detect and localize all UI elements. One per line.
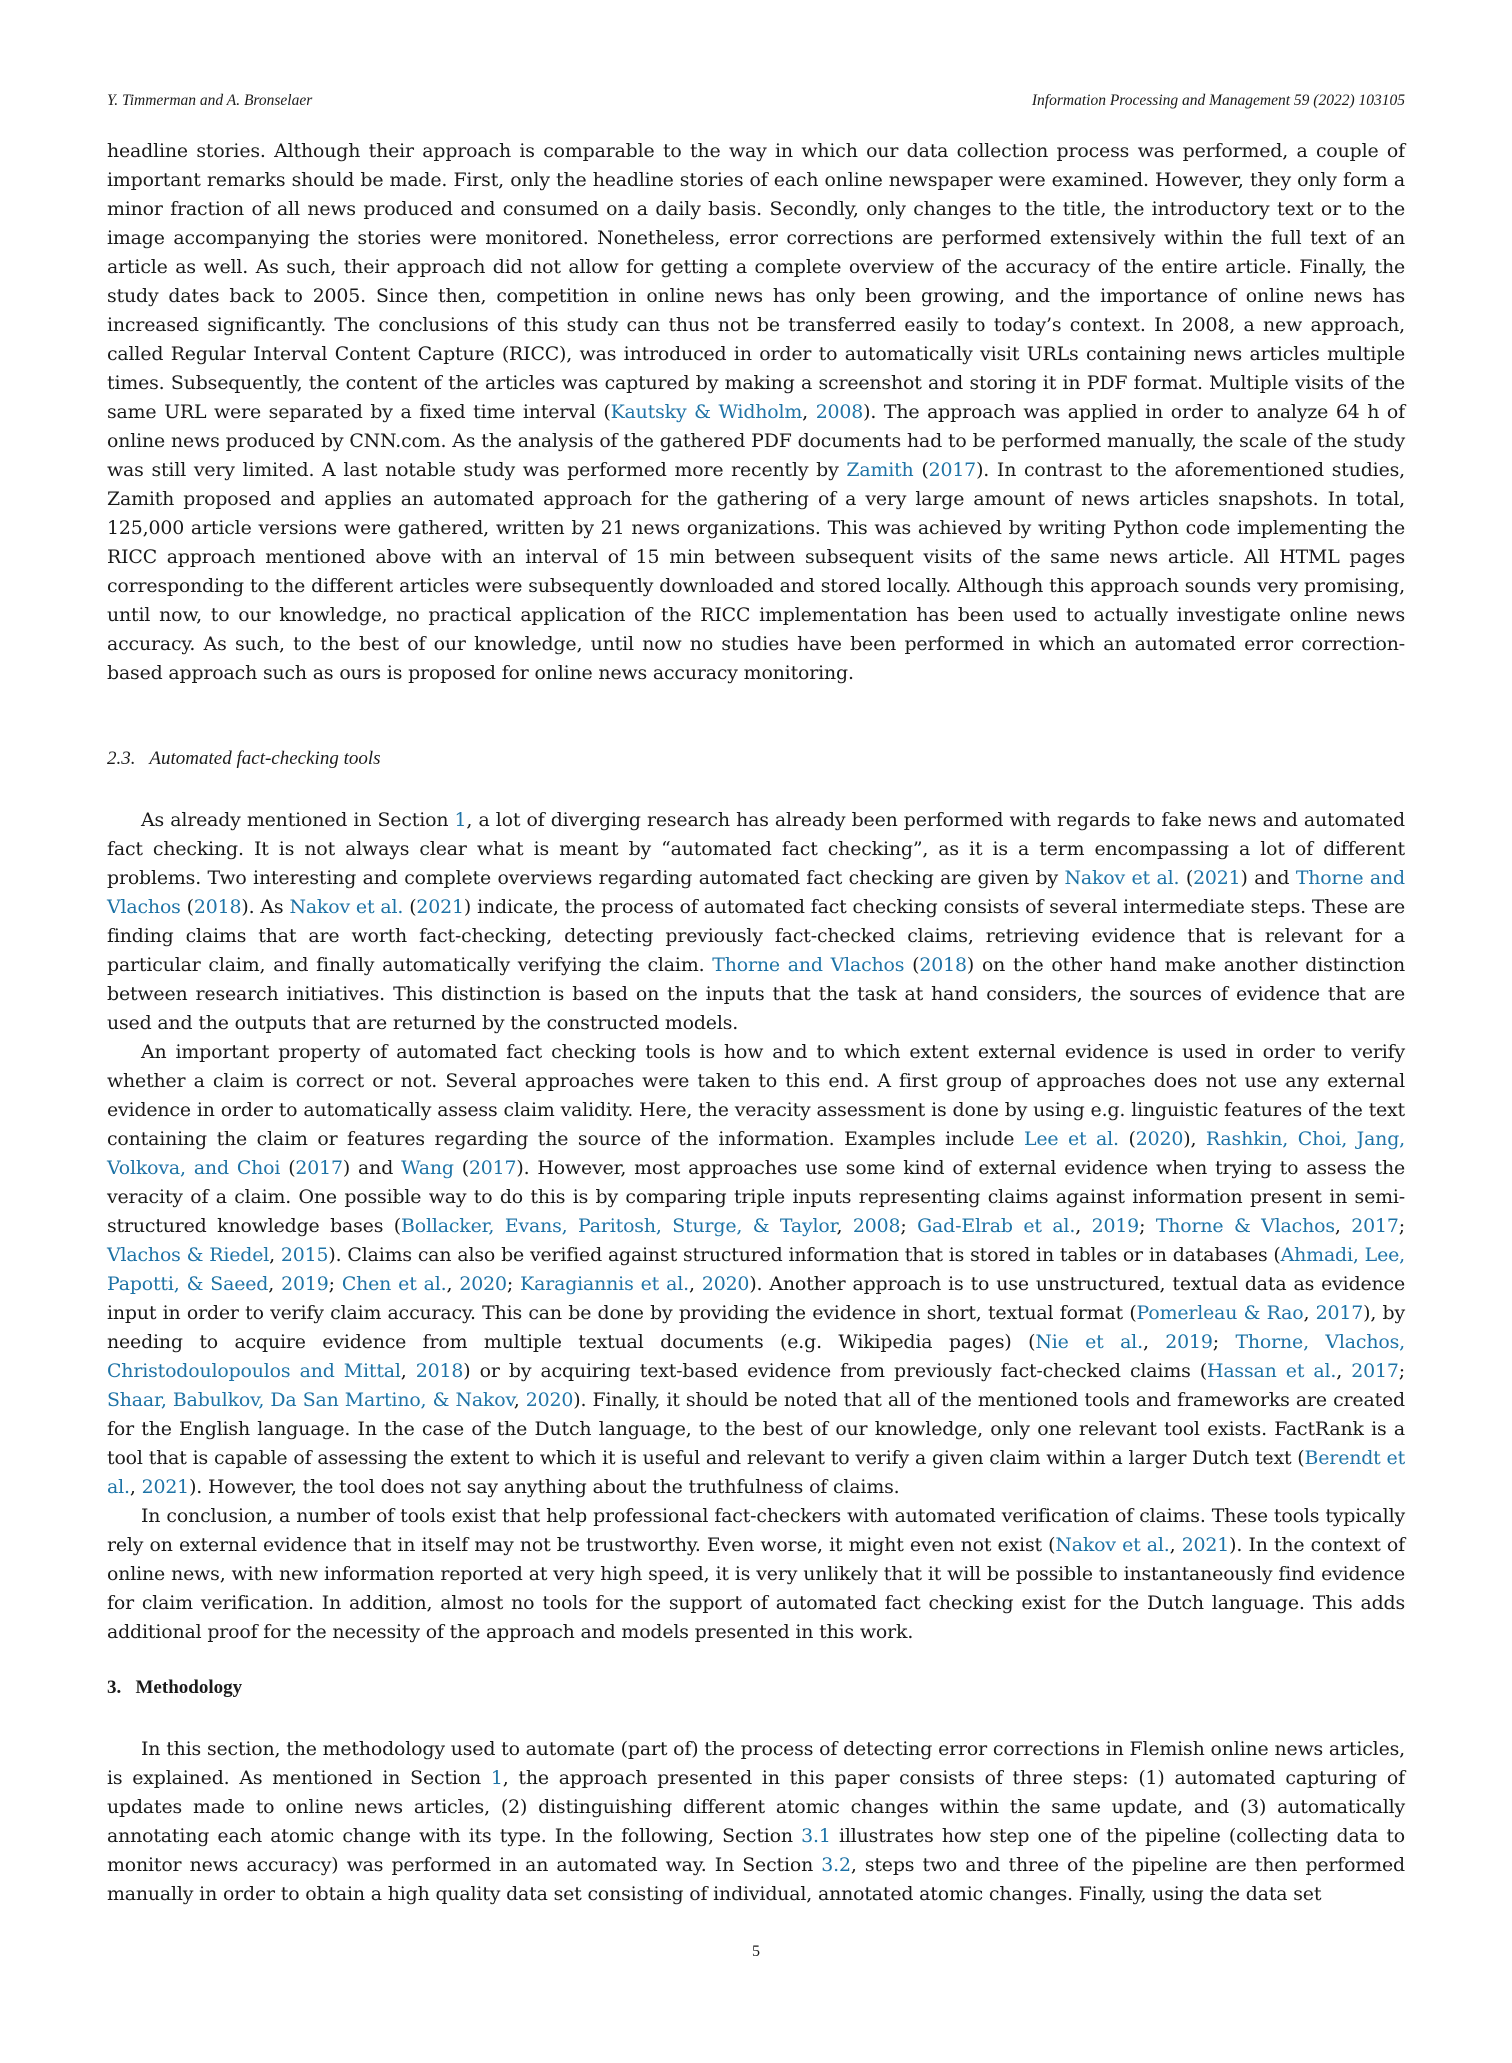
citation-link[interactable]: 2020 [701, 1273, 750, 1295]
text-run: ) on the other hand make another distinction between research initiatives. This distinction is based on the inputs that the task at hand considers, the sources of evidence that are used and the outputs that are returned by the constructed models. [107, 954, 1405, 1034]
text-run: ; [900, 1215, 918, 1237]
citation-link[interactable]: Ahmadi, Lee, Papotti, & Saeed [107, 1244, 1405, 1295]
text-run: headline stories. Although their approach is comparable to the way in which our data collection process was performed, a couple of important remarks should be made. First, only the headline stories of each online newspaper were examined. However, they only form a minor fraction of all news produced and consumed on a daily basis. Secondly, only changes to the title, the introductory text or to the image accompanying the stories were monitored. Nonetheless, error corrections are performed extensively within the full text of an article as well. As such, their approach did not allow for getting a complete overview of the accuracy of the entire article. Finally, the study dates back to 2005. Since then, competition in online news has only been growing, and the importance of online news has increased significantly. The conclusions of this study can thus not be transferred easily to today’s context. In 2008, a new approach, called Regular Interval Content Capture (RICC), was introduced in order to automatically visit URLs containing news articles multiple times. Subsequently, the content of the articles was captured by making a screenshot and storing it in PDF format. Multiple visits of the same URL were separated by a fixed time interval ( [107, 140, 1405, 423]
citation-link[interactable]: Berendt et al. [107, 1447, 1406, 1498]
citation-link[interactable]: 2017 [1351, 1215, 1399, 1237]
subsection-number: 2.3. [107, 748, 136, 769]
citation-link[interactable]: Thorne and Vlachos [107, 867, 1405, 918]
text-run: , [129, 1476, 142, 1498]
citation-link[interactable]: 2015 [280, 1244, 329, 1266]
citation-link[interactable]: Nakov et al. [1055, 1534, 1170, 1556]
subsection-heading [107, 748, 381, 770]
text-run: , [1334, 1215, 1352, 1237]
continued-paragraph-block [107, 137, 1405, 688]
citation-link[interactable]: Kautsky & Widholm [610, 401, 803, 423]
text-run: ). In the context of online news, with new information reported at very high speed, it is very unlikely that it will be possible to instantaneously find evidence for claim verification. In addition, almost no tools for the support of automated fact checking exist for the Dutch language. This adds additional proof for the necessity of the approach and models presented in this work. [107, 1534, 1406, 1643]
citation-link[interactable]: 1 [454, 809, 467, 831]
text-run: , [1303, 1302, 1316, 1324]
text-run: ; [506, 1273, 521, 1295]
running-head-journal: Information Processing and Management 59 (2022) 103105 [1031, 92, 1405, 109]
citation-link[interactable]: 2017 [928, 459, 977, 481]
citation-link[interactable]: Rashkin, Choi, Jang, Volkova, and Choi [107, 1128, 1405, 1179]
section-title: Methodology [135, 1677, 243, 1698]
citation-link[interactable]: Gad-Elrab et al. [917, 1215, 1076, 1237]
citation-link[interactable]: Karagiannis et al. [520, 1273, 689, 1295]
citation-link[interactable]: Pomerleau & Rao [1136, 1302, 1304, 1324]
text-run: ). Claims can also be verified against structured information that is stored in tables or in databases ( [328, 1244, 1281, 1266]
text-run: , [688, 1273, 702, 1295]
text-run: In this section, the methodology used to automate (part of) the process of detecting error corrections in Flemish online news articles, is explained. As mentioned in Section [107, 1738, 1405, 1789]
citation-link[interactable]: 2018 [193, 896, 242, 918]
citation-link[interactable]: 2020 [459, 1273, 507, 1295]
text-run: , steps two and three of the pipeline are then performed manually in order to obtain a high quality data set consisting of individual, annotated atomic changes. Finally, using the data set [107, 1854, 1405, 1905]
citation-link[interactable]: Nie et al. [1035, 1331, 1143, 1353]
text-run: , [269, 1244, 281, 1266]
citation-link[interactable]: 2017 [468, 1157, 517, 1179]
body-paragraph [107, 1038, 1405, 1502]
citation-link[interactable]: Zamith [846, 459, 914, 481]
citation-link[interactable]: 2017 [1351, 1360, 1399, 1382]
citation-link[interactable]: 2019 [1165, 1331, 1213, 1353]
text-run: ). However, most approaches use some kind of external evidence when trying to assess the veracity of a claim. One possible way to do this is by comparing triple inputs representing claims against information present in semi-structured knowledge bases ( [107, 1157, 1405, 1237]
citation-link[interactable]: Thorne & Vlachos [1155, 1215, 1335, 1237]
citation-link[interactable]: 2021 [416, 896, 464, 918]
citation-link[interactable]: Vlachos & Riedel [107, 1244, 270, 1266]
text-run: ( [280, 1157, 296, 1179]
text-run: ( [904, 954, 920, 976]
text-run: ( [1118, 1128, 1136, 1150]
text-run: ; [1398, 1360, 1405, 1382]
text-run: ). However, the tool does not say anything about the truthfulness of claims. [189, 1476, 900, 1498]
text-run: , the approach presented in this paper consists of three steps: (1) automated capturing of updates made to online news articles, (2) distinguishing different atomic changes within the same update, and (3) automatically annotating each atomic change with its type. In the following, Section [107, 1767, 1405, 1847]
citation-link[interactable]: 2019 [281, 1273, 329, 1295]
citation-link[interactable]: 3.2 [821, 1854, 851, 1876]
page-number: 5 [752, 1943, 760, 1960]
citation-link[interactable]: 2018 [919, 954, 967, 976]
body-paragraph [107, 137, 1405, 688]
subsection-2-3-body [107, 806, 1405, 1647]
citation-link[interactable]: 2021 [1181, 1534, 1230, 1556]
text-run: ). In contrast to the aforementioned studies, Zamith proposed and applies an automated approach for the gathering of a very large amount of news articles snapshots. In total, 125,000 article versions were gathered, written by 21 news organizations. This was achieved by writing Python code implementing the RICC approach mentioned above with an interval of 15 min between subsequent visits of the same news article. All HTML pages corresponding to the different articles were subsequently downloaded and stored locally. Although this approach sounds very promising, until now, to our knowledge, no practical application of the RICC implementation has been used to actually investigate online news accuracy. As such, to the best of our knowledge, until now no studies have been performed in which an automated error correction-based approach such as ours is proposed for online news accuracy monitoring. [107, 459, 1406, 684]
text-run: ) and [1240, 867, 1296, 889]
text-run: , [836, 1215, 853, 1237]
body-paragraph [107, 1502, 1405, 1647]
citation-link[interactable]: 2017 [295, 1157, 343, 1179]
citation-link[interactable]: 2021 [141, 1476, 190, 1498]
text-run: , [446, 1273, 460, 1295]
citation-link[interactable]: 1 [490, 1767, 503, 1789]
section-3-body [107, 1735, 1405, 1909]
text-run: , [268, 1273, 282, 1295]
text-run: As already mentioned in Section [141, 809, 455, 831]
citation-link[interactable]: 2008 [815, 401, 864, 423]
citation-link[interactable]: 2020 [525, 1389, 574, 1411]
citation-link[interactable]: Thorne and Vlachos [712, 954, 905, 976]
text-run: ( [913, 459, 929, 481]
text-run: In conclusion, a number of tools exist that help professional fact-checkers with automated verification of claims. These tools typically rely on external evidence that in itself may not be trustworthy. Even worse, it might even not exist ( [107, 1505, 1405, 1556]
citation-link[interactable]: Shaar, Babulkov, Da San Martino, & Nakov [107, 1389, 514, 1411]
citation-link[interactable]: 2019 [1091, 1215, 1140, 1237]
text-run: , [1169, 1534, 1182, 1556]
text-run: , [1075, 1215, 1092, 1237]
citation-link[interactable]: Thorne, Vlachos, Christodoulopoulos and Mittal [107, 1331, 1405, 1382]
text-run: illustrates how step one of the pipeline (collecting data to monitor news accuracy) was performed in an automated way. In Section [107, 1825, 1405, 1876]
text-run: ) and [342, 1157, 402, 1179]
text-run: ( [403, 896, 417, 918]
text-run: , [1142, 1331, 1166, 1353]
citation-link[interactable]: 3.1 [801, 1825, 831, 1847]
section-heading [107, 1677, 242, 1699]
text-run: ( [180, 896, 194, 918]
citation-link[interactable]: 2018 [415, 1360, 464, 1382]
subsection-title: Automated fact-checking tools [149, 748, 381, 769]
citation-link[interactable]: Nakov et al. [289, 896, 404, 918]
text-run: ; [1398, 1215, 1405, 1237]
text-run: ( [453, 1157, 469, 1179]
citation-link[interactable]: 2020 [1135, 1128, 1184, 1150]
text-run: , [802, 401, 816, 423]
citation-link[interactable]: Bollacker, Evans, Paritosh, Sturge, & Taylor [401, 1215, 837, 1237]
text-run: ; [328, 1273, 342, 1295]
text-run: An important property of automated fact checking tools is how and to which extent external evidence is used in order to verify whether a claim is correct or not. Several approaches were taken to this end. A first group of approaches does not use any external evidence in order to automatically assess claim validity. Here, the veracity assessment is done by using e.g. linguistic features of the text containing the claim or features regarding the source of the information. Examples include [107, 1041, 1405, 1150]
citation-link[interactable]: 2017 [1315, 1302, 1364, 1324]
text-run: ). Finally, it should be noted that all of the mentioned tools and frameworks are created for the English language. In the case of the Dutch language, to the best of our knowledge, only one relevant tool exists. FactRank is a tool that is capable of assessing the extent to which it is useful and relevant to verify a given claim within a larger Dutch text ( [107, 1389, 1405, 1469]
text-run: ; [1212, 1331, 1236, 1353]
citation-link[interactable]: Chen et al. [341, 1273, 447, 1295]
citation-link[interactable]: Wang [401, 1157, 454, 1179]
text-run: ; [1139, 1215, 1156, 1237]
running-head [107, 92, 1405, 114]
citation-link[interactable]: 2008 [852, 1215, 901, 1237]
text-run: ), [1183, 1128, 1206, 1150]
text-run: , [400, 1360, 416, 1382]
body-paragraph [107, 806, 1405, 1038]
citation-link[interactable]: Nakov et al. [1064, 867, 1180, 889]
text-run: , [1336, 1360, 1352, 1382]
text-run: , [513, 1389, 526, 1411]
text-run: ) or by acquiring text-based evidence from previously fact-checked claims ( [463, 1360, 1207, 1382]
text-run: ). The approach was applied in order to analyze 64 h of online news produced by CNN.com. As the analysis of the gathered PDF documents had to be performed manually, the scale of the study was still very limited. A last notable study was performed more recently by [107, 401, 1405, 481]
text-run: , a lot of diverging research has already been performed with regards to fake news and automated fact checking. It is not always clear what is meant by “automated fact checking”, as it is a term encompassing a lot of different problems. Two interesting and complete overviews regarding automated fact checking are given by [107, 809, 1406, 889]
citation-link[interactable]: Lee et al. [1023, 1128, 1119, 1150]
text-run: ) indicate, the process of automated fact checking consists of several intermediate steps. These are finding claims that are worth fact-checking, detecting previously fact-checked claims, retrieving evidence that is relevant for a particular claim, and finally automatically verifying the claim. [107, 896, 1405, 976]
text-run: ). As [241, 896, 290, 918]
text-run: ( [1179, 867, 1194, 889]
running-head-authors: Y. Timmerman and A. Bronselaer [107, 92, 313, 109]
body-paragraph [107, 1735, 1405, 1909]
text-run: ), by needing to acquire evidence from multiple textual documents (e.g. Wikipedia pages) ( [107, 1302, 1405, 1353]
citation-link[interactable]: Hassan et al. [1207, 1360, 1337, 1382]
text-run: ). Another approach is to use unstructured, textual data as evidence input in order to verify claim accuracy. This can be done by providing the evidence in short, textual format ( [107, 1273, 1406, 1324]
section-number: 3. [107, 1677, 122, 1698]
citation-link[interactable]: 2021 [1193, 867, 1241, 889]
